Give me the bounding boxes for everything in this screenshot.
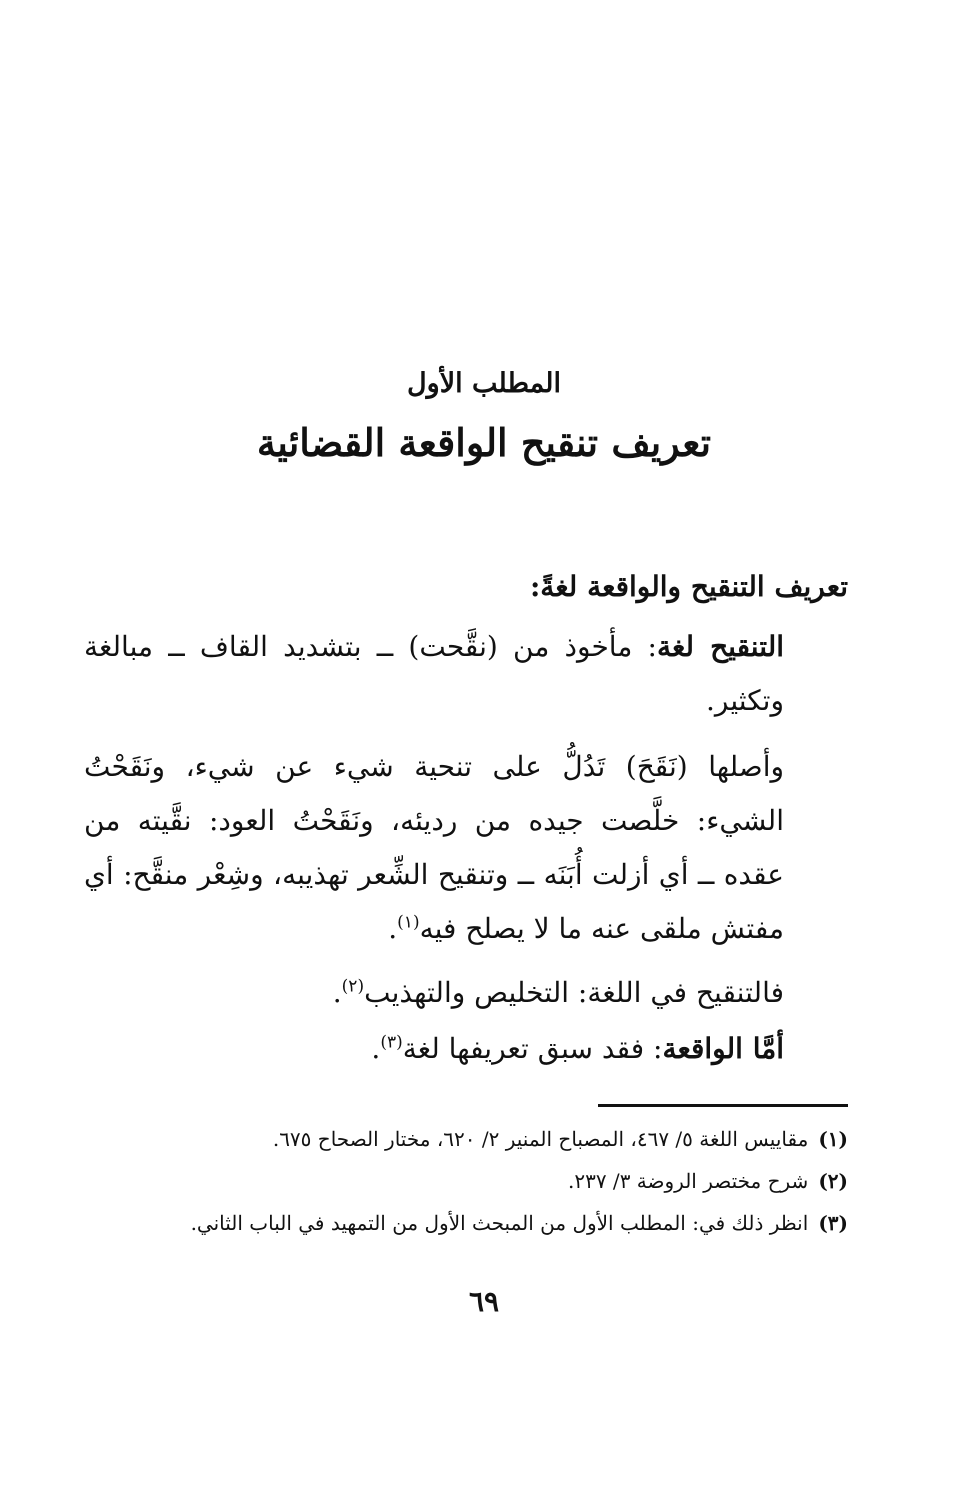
footnote-number: (١) xyxy=(818,1127,848,1151)
paragraph-text: : فقد سبق تعريفها لغة xyxy=(402,1032,663,1065)
footnote-ref-2: (٢) xyxy=(341,976,365,997)
footnote-text: شرح مختصر الروضة ٣/ ٢٣٧. xyxy=(567,1169,809,1193)
page-title: تعريف تنقيح الواقعة القضائية xyxy=(256,420,712,465)
paragraph-end: . xyxy=(388,912,398,945)
footnote-text: مقاييس اللغة ٥/ ٤٦٧، المصباح المنير ٢/ ٦٢٠، مختار الصحاح ٦٧٥. xyxy=(272,1127,809,1151)
paragraph-text: : مأخوذ من (نقَّحت) ــ بتشديد القاف ــ مبالغة وتكثير. xyxy=(84,630,784,717)
term-waqia: أمَّا الواقعة xyxy=(662,1032,784,1065)
footnote-text: انظر ذلك في: المطلب الأول من المبحث الأول من التمهيد في الباب الثاني. xyxy=(190,1211,809,1235)
footnote-ref-1: (١) xyxy=(397,912,420,933)
paragraph-end: . xyxy=(371,1032,381,1065)
footnote-ref-3: (٣) xyxy=(380,1032,403,1053)
term-tanqih: التنقيح لغة xyxy=(656,630,785,663)
paragraph-waqia xyxy=(84,1022,848,1076)
paragraph-tanqih-definition xyxy=(84,620,848,728)
footnote-number: (٣) xyxy=(818,1211,848,1235)
section-label: المطلب الأول xyxy=(407,368,561,399)
paragraph-text: فالتنقيح في اللغة: التخليص والتهذيب xyxy=(364,976,784,1009)
paragraph-root-meaning xyxy=(84,740,848,956)
footnote-item xyxy=(128,1160,848,1202)
footnote-number: (٢) xyxy=(818,1169,848,1193)
footnotes xyxy=(128,1118,848,1244)
paragraph-tanqih-summary xyxy=(84,966,848,1020)
paragraph-text: وأصلها (نَقَحَ) تَدُلُّ على تنحية شيء عن شيء، ونَقَحْتُ الشيء: خلَّصت جيده من رديئه، ونَقَحْتُ العود: نقَّيته من عقده ــ أي أزلت أُبَنَه ــ وتنقيح الشِّعر تهذيبه، وشِعْر منقَّح: أي مفتش ملقى عنه ما لا يصلح فيه xyxy=(84,750,784,945)
subheading: تعريف التنقيح والواقعة لغةً: xyxy=(529,570,848,603)
paragraph-end: . xyxy=(332,976,342,1009)
footnote-divider xyxy=(598,1104,848,1107)
footnote-item xyxy=(128,1202,848,1244)
footnote-item xyxy=(128,1118,848,1160)
page-number: ٦٩ xyxy=(468,1285,500,1318)
